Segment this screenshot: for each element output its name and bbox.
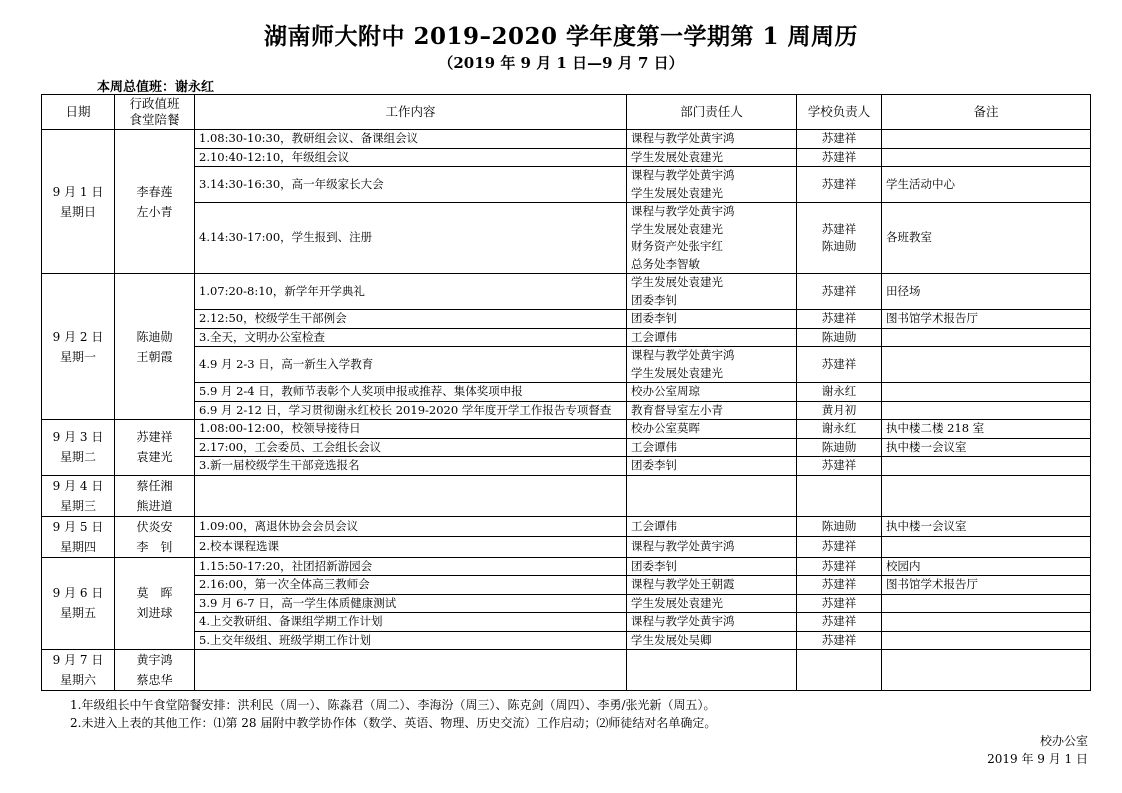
school-owner-cell: 苏建祥 bbox=[797, 537, 882, 558]
admin-duty-cell: 莫 晖 刘进球 bbox=[115, 557, 195, 650]
table-row bbox=[42, 328, 1091, 347]
school-owner-cell: 苏建祥 bbox=[797, 310, 882, 329]
school-owner-cell: 陈迪勋 bbox=[797, 516, 882, 537]
dept-owner-cell bbox=[627, 650, 797, 691]
header-admin-duty: 行政值班 食堂陪餐 bbox=[115, 95, 195, 130]
dept-owner-cell: 课程与教学处王朝霞 bbox=[627, 576, 797, 595]
day-date-cell: 9 月 1 日 星期日 bbox=[42, 130, 115, 274]
table-row bbox=[42, 203, 1091, 274]
work-cell bbox=[195, 475, 627, 516]
work-cell: 4.上交教研组、备课组学期工作计划 bbox=[195, 613, 627, 632]
note-line: 1.年级组长中午食堂陪餐安排：洪利民（周一）、陈淼君（周二）、李海汾（周三）、陈克剑（周四）、李勇/张光新（周五）。 bbox=[70, 698, 716, 712]
work-cell: 5.上交年级组、班级学期工作计划 bbox=[195, 631, 627, 650]
work-cell: 1.09:00，离退休协会会员会议 bbox=[195, 516, 627, 537]
work-cell: 4.14:30-17:00，学生报到、注册 bbox=[195, 203, 627, 274]
header-work: 工作内容 bbox=[195, 95, 627, 130]
school-owner-cell: 谢永红 bbox=[797, 420, 882, 439]
dept-owner-cell: 校办公室周琼 bbox=[627, 383, 797, 402]
note-cell: 各班教室 bbox=[882, 203, 1091, 274]
table-row bbox=[42, 650, 1091, 691]
school-owner-cell: 陈迪勋 bbox=[797, 328, 882, 347]
note-cell: 图书馆学术报告厅 bbox=[882, 310, 1091, 329]
note-cell bbox=[882, 594, 1091, 613]
note-cell bbox=[882, 347, 1091, 383]
work-cell: 1.07:20-8:10，新学年开学典礼 bbox=[195, 274, 627, 310]
issue-date: 2019 年 9 月 1 日 bbox=[987, 752, 1088, 766]
table-row bbox=[42, 274, 1091, 310]
work-cell: 2.12:50，校级学生干部例会 bbox=[195, 310, 627, 329]
header-date: 日期 bbox=[42, 95, 115, 130]
table-row bbox=[42, 401, 1091, 420]
school-owner-cell: 苏建祥 bbox=[797, 130, 882, 149]
dept-owner-cell: 校办公室莫晖 bbox=[627, 420, 797, 439]
weekly-duty-officer: 本周总值班：谢永红 bbox=[97, 80, 215, 95]
dept-owner-cell: 学生发展处吴卿 bbox=[627, 631, 797, 650]
dept-owner-cell: 课程与教学处黄宇鸿 bbox=[627, 537, 797, 558]
header-school: 学校负责人 bbox=[797, 95, 882, 130]
table-row bbox=[42, 457, 1091, 476]
school-owner-cell bbox=[797, 475, 882, 516]
table-row bbox=[42, 537, 1091, 558]
issuing-office: 校办公室 bbox=[1039, 734, 1088, 748]
work-cell: 5.9 月 2-4 日，教师节表彰个人奖项申报或推荐、集体奖项申报 bbox=[195, 383, 627, 402]
school-owner-cell: 苏建祥 bbox=[797, 457, 882, 476]
note-cell bbox=[882, 457, 1091, 476]
dept-owner-cell: 教育督导室左小青 bbox=[627, 401, 797, 420]
dept-owner-cell bbox=[627, 475, 797, 516]
table-row bbox=[42, 475, 1091, 516]
school-owner-cell: 苏建祥 bbox=[797, 557, 882, 576]
dept-owner-cell: 课程与教学处黄宇鸿 bbox=[627, 613, 797, 632]
table-row bbox=[42, 516, 1091, 537]
school-owner-cell: 苏建祥 bbox=[797, 347, 882, 383]
day-date-cell: 9 月 3 日 星期二 bbox=[42, 420, 115, 476]
work-cell bbox=[195, 650, 627, 691]
note-cell bbox=[882, 613, 1091, 632]
work-cell: 1.08:30-10:30，教研组会议、备课组会议 bbox=[195, 130, 627, 149]
school-owner-cell: 陈迪勋 bbox=[797, 438, 882, 457]
calendar-body bbox=[42, 130, 1091, 691]
admin-duty-cell: 陈迪勋 王朝霞 bbox=[115, 274, 195, 420]
work-cell: 3.9 月 6-7 日，高一学生体质健康测试 bbox=[195, 594, 627, 613]
page-title: 湖南师大附中 2019–2020 学年度第一学期第 1 周周历 bbox=[263, 23, 859, 50]
work-cell: 6.9 月 2-12 日，学习贯彻谢永红校长 2019-2020 学年度开学工作报告专项督查 bbox=[195, 401, 627, 420]
school-owner-cell: 苏建祥 bbox=[797, 594, 882, 613]
dept-owner-cell: 工会谭伟 bbox=[627, 328, 797, 347]
school-owner-cell: 苏建祥 bbox=[797, 576, 882, 595]
work-cell: 2.17:00，工会委员、工会组长会议 bbox=[195, 438, 627, 457]
dept-owner-cell: 课程与教学处黄宇鸿 学生发展处袁建光 财务资产处张宇红 总务处李智敏 bbox=[627, 203, 797, 274]
note-cell: 学生活动中心 bbox=[882, 167, 1091, 203]
dept-owner-cell: 学生发展处袁建光 团委李钊 bbox=[627, 274, 797, 310]
school-owner-cell: 苏建祥 bbox=[797, 613, 882, 632]
school-owner-cell: 黄月初 bbox=[797, 401, 882, 420]
day-date-cell: 9 月 5 日 星期四 bbox=[42, 516, 115, 557]
dept-owner-cell: 课程与教学处黄宇鸿 学生发展处袁建光 bbox=[627, 167, 797, 203]
note-cell bbox=[882, 328, 1091, 347]
table-row bbox=[42, 130, 1091, 149]
table-row bbox=[42, 347, 1091, 383]
note-cell bbox=[882, 475, 1091, 516]
school-owner-cell: 苏建祥 bbox=[797, 631, 882, 650]
table-row bbox=[42, 167, 1091, 203]
note-cell bbox=[882, 631, 1091, 650]
table-row bbox=[42, 594, 1091, 613]
dept-owner-cell: 工会谭伟 bbox=[627, 438, 797, 457]
table-row bbox=[42, 438, 1091, 457]
day-date-cell: 9 月 4 日 星期三 bbox=[42, 475, 115, 516]
note-cell: 田径场 bbox=[882, 274, 1091, 310]
admin-duty-cell: 黄宇鸿 蔡忠华 bbox=[115, 650, 195, 691]
work-cell: 2.校本课程选课 bbox=[195, 537, 627, 558]
dept-owner-cell: 工会谭伟 bbox=[627, 516, 797, 537]
note-cell bbox=[882, 130, 1091, 149]
dept-owner-cell: 团委李钊 bbox=[627, 457, 797, 476]
day-date-cell: 9 月 7 日 星期六 bbox=[42, 650, 115, 691]
school-owner-cell: 苏建祥 bbox=[797, 274, 882, 310]
note-cell: 执中楼一会议室 bbox=[882, 438, 1091, 457]
school-owner-cell: 苏建祥 bbox=[797, 148, 882, 167]
notes bbox=[50, 696, 716, 732]
school-owner-cell bbox=[797, 650, 882, 691]
work-cell: 3.14:30-16:30，高一年级家长大会 bbox=[195, 167, 627, 203]
admin-duty-cell: 李春莲 左小青 bbox=[115, 130, 195, 274]
note-cell bbox=[882, 537, 1091, 558]
admin-duty-cell: 苏建祥 袁建光 bbox=[115, 420, 195, 476]
table-row bbox=[42, 383, 1091, 402]
note-cell bbox=[882, 383, 1091, 402]
work-cell: 2.16:00，第一次全体高三教师会 bbox=[195, 576, 627, 595]
work-cell: 1.08:00-12:00，校领导接待日 bbox=[195, 420, 627, 439]
note-line: 2.未进入上表的其他工作：⑴第 28 届附中教学协作体（数学、英语、物理、历史交流）工作启动；⑵师徒结对名单确定。 bbox=[70, 716, 717, 730]
header-dept: 部门责任人 bbox=[627, 95, 797, 130]
dept-owner-cell: 团委李钊 bbox=[627, 310, 797, 329]
note-cell: 校园内 bbox=[882, 557, 1091, 576]
table-row bbox=[42, 631, 1091, 650]
dept-owner-cell: 学生发展处袁建光 bbox=[627, 594, 797, 613]
note-cell bbox=[882, 650, 1091, 691]
weekly-calendar-table bbox=[41, 94, 1091, 691]
work-cell: 2.10:40-12:10，年级组会议 bbox=[195, 148, 627, 167]
school-owner-cell: 谢永红 bbox=[797, 383, 882, 402]
work-cell: 3.全天，文明办公室检查 bbox=[195, 328, 627, 347]
table-row bbox=[42, 576, 1091, 595]
day-date-cell: 9 月 6 日 星期五 bbox=[42, 557, 115, 650]
school-owner-cell: 苏建祥 陈迪勋 bbox=[797, 203, 882, 274]
header-row bbox=[42, 95, 1091, 130]
table-row bbox=[42, 613, 1091, 632]
work-cell: 4.9 月 2-3 日，高一新生入学教育 bbox=[195, 347, 627, 383]
work-cell: 3.新一届校级学生干部竞选报名 bbox=[195, 457, 627, 476]
table-row bbox=[42, 557, 1091, 576]
date-range-subtitle: （2019 年 9 月 1 日—9 月 7 日） bbox=[438, 54, 684, 72]
note-cell bbox=[882, 148, 1091, 167]
note-cell: 执中楼二楼 218 室 bbox=[882, 420, 1091, 439]
dept-owner-cell: 课程与教学处黄宇鸿 bbox=[627, 130, 797, 149]
note-cell bbox=[882, 401, 1091, 420]
table-row bbox=[42, 310, 1091, 329]
admin-duty-cell: 蔡任湘 熊进道 bbox=[115, 475, 195, 516]
admin-duty-cell: 伏炎安 李 钊 bbox=[115, 516, 195, 557]
dept-owner-cell: 团委李钊 bbox=[627, 557, 797, 576]
table-row bbox=[42, 148, 1091, 167]
dept-owner-cell: 课程与教学处黄宇鸿 学生发展处袁建光 bbox=[627, 347, 797, 383]
note-cell: 执中楼一会议室 bbox=[882, 516, 1091, 537]
school-owner-cell: 苏建祥 bbox=[797, 167, 882, 203]
work-cell: 1.15:50-17:20，社团招新游园会 bbox=[195, 557, 627, 576]
table-row bbox=[42, 420, 1091, 439]
dept-owner-cell: 学生发展处袁建光 bbox=[627, 148, 797, 167]
day-date-cell: 9 月 2 日 星期一 bbox=[42, 274, 115, 420]
header-note: 备注 bbox=[882, 95, 1091, 130]
note-cell: 图书馆学术报告厅 bbox=[882, 576, 1091, 595]
